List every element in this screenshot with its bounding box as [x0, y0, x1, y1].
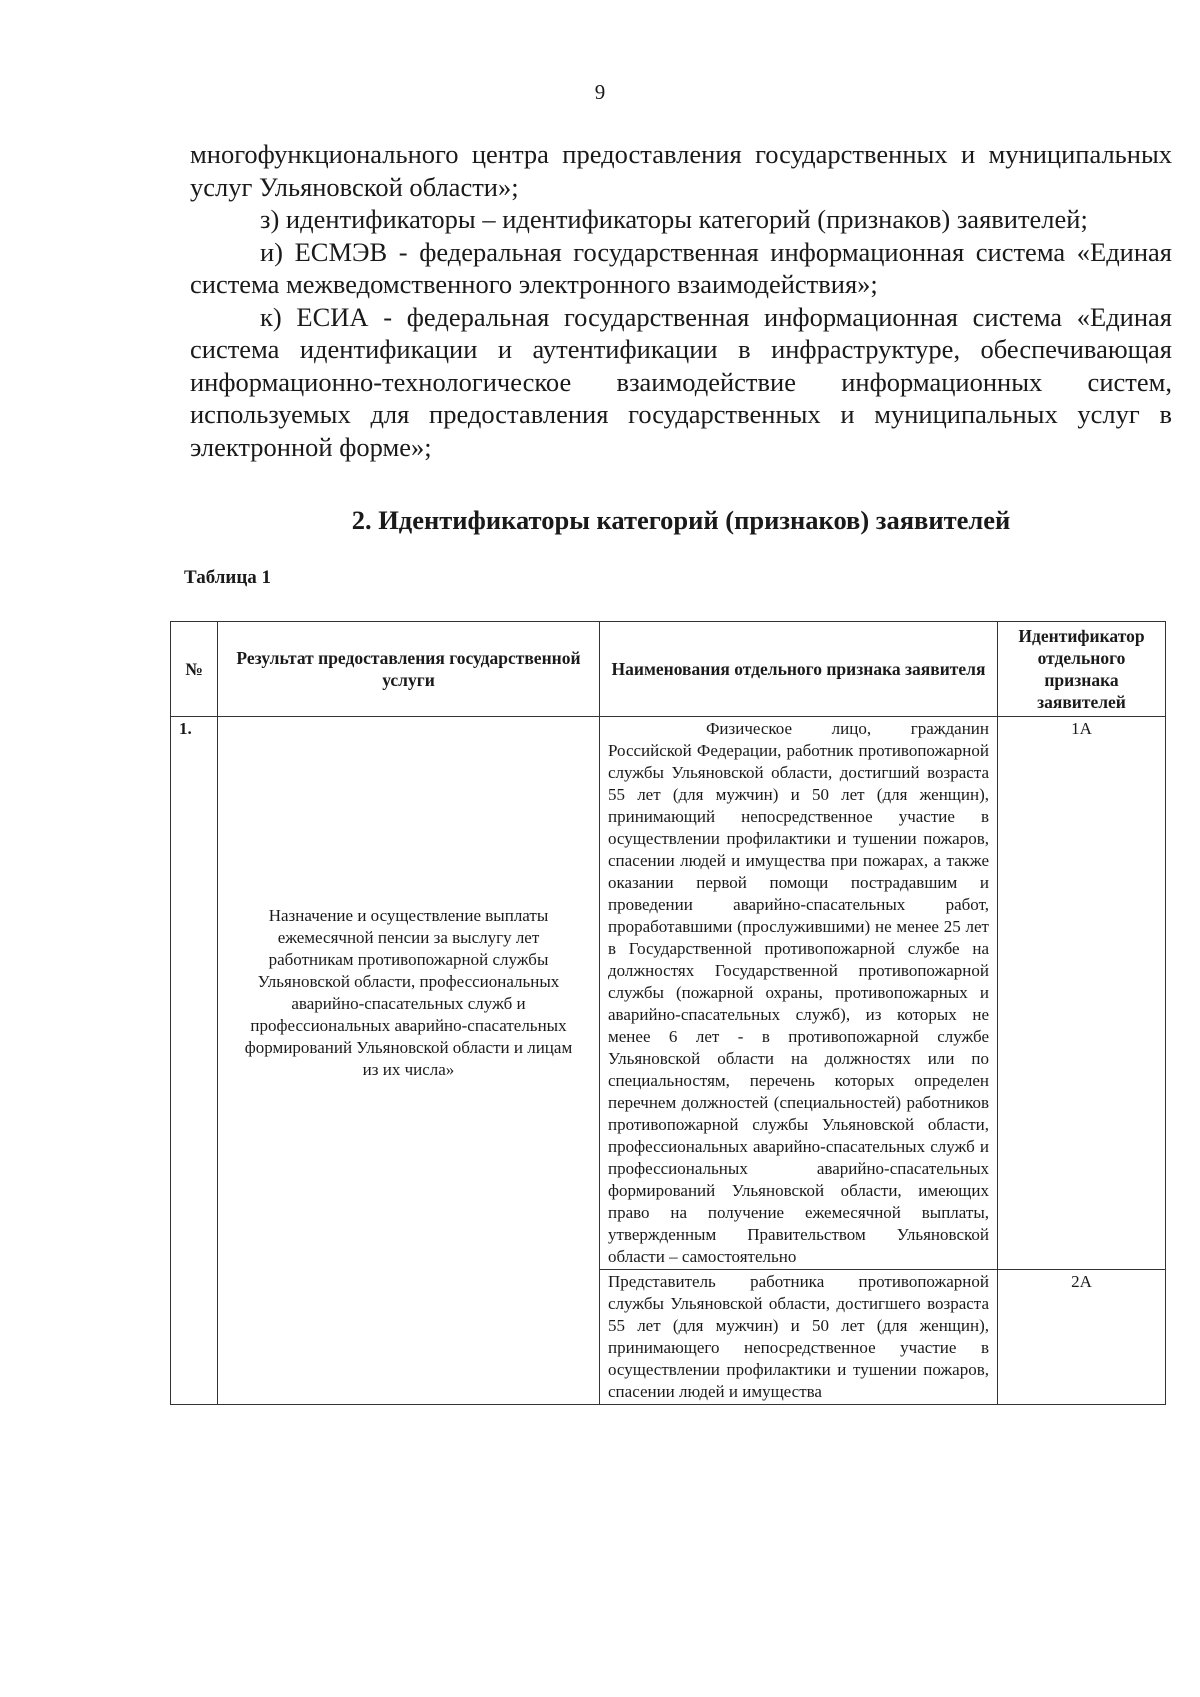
header-identifier: Идентификатор отдельного признака заявителей — [998, 622, 1166, 717]
feature-identifier: 1А — [998, 717, 1166, 1270]
paragraph-esia-definition: к) ЕСИА - федеральная государственная информационная система «Единая система идентификации и аутентификации в инфраструктуре, обеспечивающая информационно-технологическое взаимодействие информационных систем, используемых для предоставления государственных и муниципальных услуг в электронной форме»; — [190, 301, 1172, 462]
table-caption: Таблица 1 — [184, 567, 272, 588]
table-row — [171, 717, 1166, 1270]
identifiers-table — [170, 621, 1166, 1405]
header-number: № — [171, 622, 218, 717]
feature-name: Представитель работника противопожарной службы Ульяновской области, достигшего возраста 55 лет (для мужчин) и 50 лет (для женщин), принимающего непосредственное участие в осуществлении профилактики и тушении пожаров, спасении людей и имущества — [600, 1270, 998, 1405]
body-text — [190, 138, 1172, 463]
paragraph-continuation: многофункционального центра предоставления государственных и муниципальных услуг Ульяновской области»; — [190, 139, 1172, 202]
section-heading: 2. Идентификаторы категорий (признаков) заявителей — [351, 505, 1011, 535]
service-result-continued — [218, 1270, 600, 1405]
paragraph-esmev-definition: и) ЕСМЭВ - федеральная государственная информационная система «Единая система межведомственного электронного взаимодействия»; — [190, 236, 1172, 299]
header-feature-name: Наименования отдельного признака заявителя — [600, 622, 998, 717]
service-result: Назначение и осуществление выплаты ежемесячной пенсии за выслугу лет работникам противопожарной службы Ульяновской области, профессиональных аварийно-спасательных служб и профессиональных аварийно-спасательных формирований Ульяновской области и лицам из их числа» — [218, 717, 600, 1270]
row-number-empty — [171, 1270, 218, 1405]
feature-name: Физическое лицо, гражданин Российской Федерации, работник противопожарной службы Ульяновской области, достигший возраста 55 лет (для мужчин) и 50 лет (для женщин), принимающий непосредственное участие в осуществлении профилактики и тушении пожаров, спасении людей и имущества при пожарах, а также оказании первой помощи пострадавшим и проведении аварийно-спасательных работ, проработавшими (прослужившими) не менее 25 лет в Государственной противопожарной службе на должностях Государственной противопожарной службы (пожарной охраны, противопожарных и аварийно-спасательных служб), из которых не менее 6 лет - в противопожарной службе Ульяновской области на должностях или по специальностям, перечень которых определен перечнем должностей (специальностей) работников противопожарной службы Ульяновской области, профессиональных аварийно-спасательных служб и профессиональных аварийно-спасательных формирований Ульяновской области, имеющих право на получение ежемесячной выплаты, утвержденным Правительством Ульяновской области – самостоятельно — [600, 717, 998, 1270]
row-number: 1. — [171, 717, 218, 1270]
paragraph-identifiers-definition: з) идентификаторы – идентификаторы категорий (признаков) заявителей; — [260, 204, 1088, 234]
table-header-row — [171, 622, 1166, 717]
page-number: 9 — [594, 80, 606, 104]
table-row — [171, 1270, 1166, 1405]
feature-identifier: 2А — [998, 1270, 1166, 1405]
header-result: Результат предоставления государственной услуги — [218, 622, 600, 717]
